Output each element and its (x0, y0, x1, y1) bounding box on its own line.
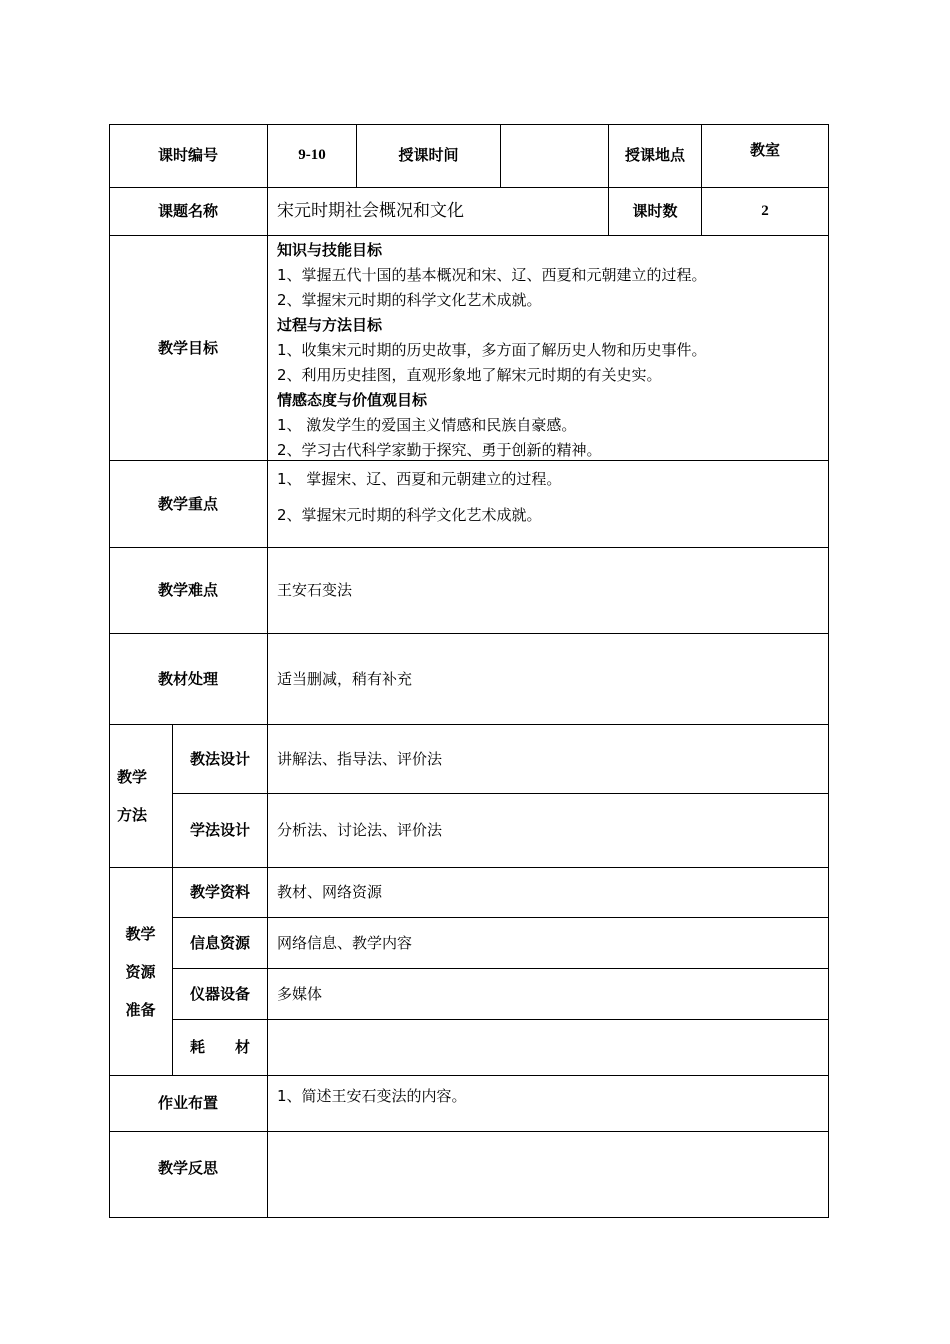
info-resources-value: 网络信息、教学内容 (268, 918, 829, 969)
teaching-method-label: 教法设计 (173, 725, 268, 794)
objective-item: 1、收集宋元时期的历史故事，多方面了解历史人物和历史事件。 (277, 341, 707, 359)
place-value: 教室 (702, 124, 829, 188)
materials-handling-label: 教材处理 (109, 634, 268, 725)
reflection-value (268, 1132, 829, 1218)
key-point-1: 1、 掌握宋、辽、西夏和元朝建立的过程。 (277, 470, 562, 488)
methods-label (109, 725, 173, 868)
teaching-docs-value: 教材、网络资源 (268, 868, 829, 918)
methods-label-line2: 方法 (117, 806, 148, 824)
equipment-label: 仪器设备 (173, 969, 268, 1020)
objectives-label: 教学目标 (109, 236, 268, 461)
topic-label: 课题名称 (109, 188, 268, 236)
objective-heading: 情感态度与价值观目标 (277, 391, 428, 409)
resources-label-line1: 教学 (125, 924, 156, 943)
resources-label (109, 868, 173, 1076)
equipment-value: 多媒体 (268, 969, 829, 1020)
objective-item: 2、利用历史挂图，直观形象地了解宋元时期的有关史实。 (277, 366, 662, 384)
period-no-label: 课时编号 (109, 124, 268, 188)
topic-value: 宋元时期社会概况和文化 (268, 188, 609, 236)
key-points-content (268, 461, 829, 548)
hours-value: 2 (702, 188, 829, 236)
difficulty-value: 王安石变法 (268, 548, 829, 634)
reflection-label: 教学反思 (109, 1132, 268, 1218)
homework-label: 作业布置 (109, 1076, 268, 1132)
teaching-docs-label: 教学资料 (173, 868, 268, 918)
time-label: 授课时间 (357, 124, 501, 188)
objective-item: 1、掌握五代十国的基本概况和宋、辽、西夏和元朝建立的过程。 (277, 266, 707, 284)
time-value (501, 124, 609, 188)
key-point-2: 2、掌握宋元时期的科学文化艺术成就。 (277, 506, 542, 524)
materials-handling-value: 适当删减，稍有补充 (268, 634, 829, 725)
lesson-plan-table (109, 124, 829, 1218)
consumables-value (268, 1020, 829, 1076)
info-resources-label: 信息资源 (173, 918, 268, 969)
objective-item: 2、学习古代科学家勤于探究、勇于创新的精神。 (277, 441, 602, 459)
objective-heading: 过程与方法目标 (277, 316, 383, 334)
objective-item: 2、掌握宋元时期的科学文化艺术成就。 (277, 291, 542, 309)
key-points-label: 教学重点 (109, 461, 268, 548)
teaching-method-value: 讲解法、指导法、评价法 (268, 725, 829, 794)
hours-label: 课时数 (609, 188, 702, 236)
homework-value: 1、简述王安石变法的内容。 (268, 1076, 829, 1132)
objective-item: 1、 激发学生的爱国主义情感和民族自豪感。 (277, 416, 577, 434)
learning-method-label: 学法设计 (173, 794, 268, 868)
objectives-content (268, 236, 829, 461)
difficulty-label: 教学难点 (109, 548, 268, 634)
place-label: 授课地点 (609, 124, 702, 188)
objective-heading: 知识与技能目标 (277, 241, 383, 259)
methods-label-line1: 教学 (117, 768, 148, 786)
learning-method-value: 分析法、讨论法、评价法 (268, 794, 829, 868)
resources-label-line2: 资源 (125, 962, 156, 981)
consumables-label: 耗 材 (173, 1020, 268, 1076)
resources-label-line3: 准备 (125, 1000, 156, 1019)
period-no-value: 9-10 (268, 124, 357, 188)
